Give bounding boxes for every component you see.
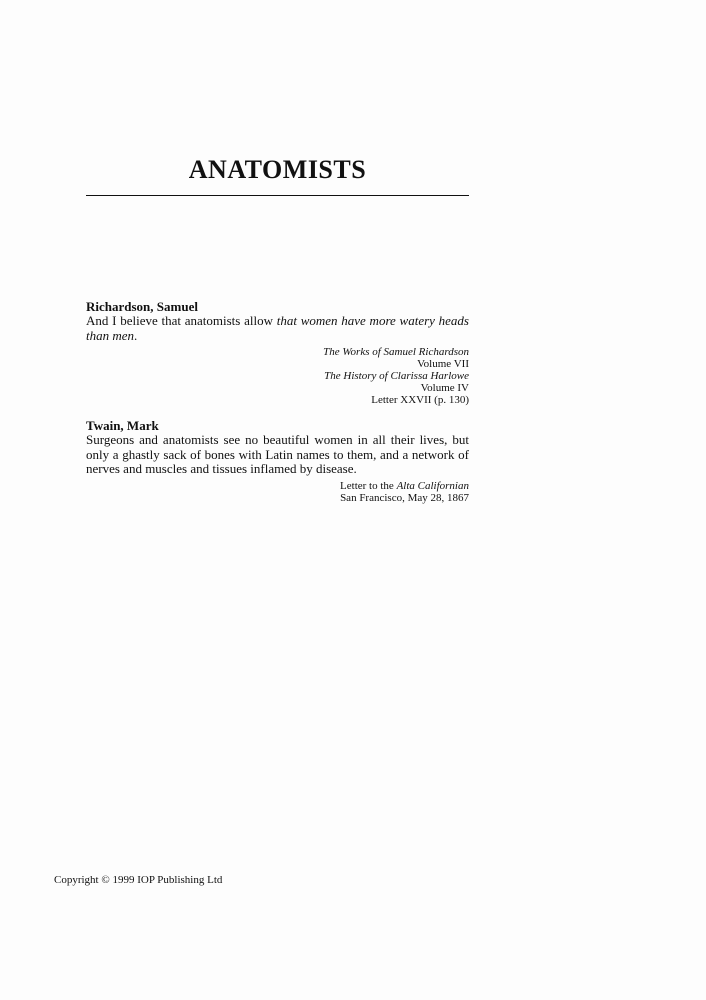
entry-author: Twain, Mark <box>86 418 159 433</box>
copyright-notice: Copyright © 1999 IOP Publishing Ltd <box>54 874 223 886</box>
entry-citation <box>86 346 469 406</box>
citation-work-title: The Works of Samuel Richardson <box>323 346 469 358</box>
citation-line: Volume VII <box>417 358 469 370</box>
citation-line: San Francisco, May 28, 1867 <box>340 491 469 504</box>
quote-text-end: . <box>134 327 138 343</box>
quote-italic-text: that women have more watery heads than men <box>86 313 469 343</box>
entry-author: Richardson, Samuel <box>86 299 198 314</box>
entry-quote <box>86 314 469 343</box>
citation-prefix: Letter to the <box>340 479 397 492</box>
quote-text: And I believe that anatomists allow <box>86 313 277 328</box>
entry-quote: Surgeons and anatomists see no beautiful women in all their lives, but only a ghastly sack of bones with Latin names to them, and a network of nerves and muscles and tissues inflamed by disease. <box>86 432 469 476</box>
citation-line <box>86 346 469 358</box>
citation-line <box>86 480 469 492</box>
entry-citation <box>86 480 469 504</box>
citation-line: Letter XXVII (p. 130) <box>371 394 469 406</box>
citation-work-title: The History of Clarissa Harlowe <box>324 370 469 382</box>
citation-publication: Alta Californian <box>396 479 469 492</box>
citation-line <box>86 370 469 382</box>
quotation-entry-twain <box>86 418 469 504</box>
title-underline-rule <box>86 195 469 196</box>
citation-line: Volume IV <box>420 382 469 394</box>
quotation-list <box>86 299 469 516</box>
chapter-title: ANATOMISTS <box>188 155 367 184</box>
quotation-entry-richardson <box>86 299 469 406</box>
